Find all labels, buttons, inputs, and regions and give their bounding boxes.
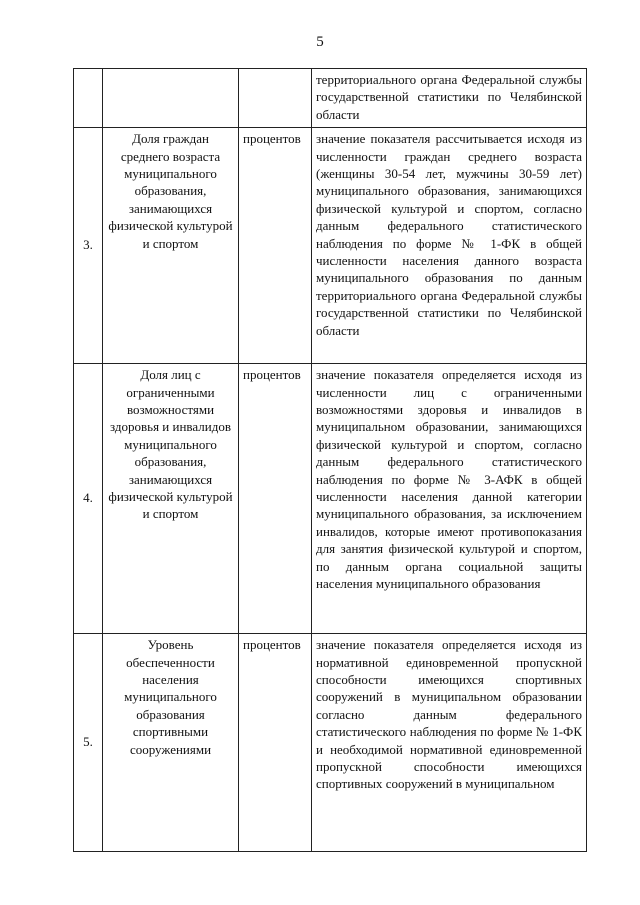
row-number-cell [74, 69, 103, 128]
row-number-cell: 5. [74, 634, 103, 852]
row-number-cell: 4. [74, 364, 103, 634]
indicator-name-cell: Доля лиц с ограниченными возможностями здоровья и инвалидов муниципального образования, занимающихся физической культурой и спортом [103, 364, 239, 634]
table-row [74, 364, 587, 634]
calculation-method-cell [312, 364, 587, 634]
calculation-method-text: значение показателя рассчитывается исходя из численности граждан среднего возраста (женщины 30-54 лет, мужчины 30-59 лет) муниципального образования, занимающихся физической культурой и спортом, согласно данным федерального статистического наблюдения по форме № 1-ФК в общей численности населения данного возраста муниципального образования по данным территориального органа Федеральной службы государственной статистики по Челябинской области [316, 131, 582, 338]
unit-cell [239, 69, 312, 128]
calculation-method-cell [312, 69, 587, 128]
table-row [74, 69, 587, 128]
indicator-name-cell: Доля граждан среднего возраста муниципального образования, занимающихся физической культурой и спортом [103, 128, 239, 364]
indicator-name-cell [103, 69, 239, 128]
calculation-method-cell [312, 128, 587, 364]
unit-cell: процентов [239, 364, 312, 634]
table-row [74, 128, 587, 364]
calculation-method-text: значение показателя определяется исходя из численности лиц с ограниченными возможностями здоровья и инвалидов в муниципальном образовании, занимающихся физической культурой и спортом, согласно данным федерального статистического наблюдения по форме № 3-АФК в общей численности населения данной категории муниципального образования, за исключением инвалидов, которые имеют противопоказания для занятия физической культурой и спортом, по данным органа социальной защиты населения муниципального образования [316, 367, 582, 592]
calculation-method-text: значение показателя определяется исходя из нормативной единовременной пропускной способности имеющихся спортивных сооружений в муниципальном образовании согласно данным федерального статистического наблюдения по форме № 1-ФК и необходимой нормативной единовременной пропускной способности имеющихся спортивных сооружений в муниципальном [316, 637, 582, 792]
row-number-cell: 3. [74, 128, 103, 364]
calculation-method-cell [312, 634, 587, 852]
indicator-name-cell: Уровень обеспеченности населения муниципального образования спортивными сооружениями [103, 634, 239, 852]
unit-cell: процентов [239, 634, 312, 852]
page-number: 5 [316, 34, 324, 50]
calculation-method-text: территориального органа Федеральной службы государственной статистики по Челябинской области [316, 72, 582, 122]
indicators-table [73, 68, 587, 852]
table-row [74, 634, 587, 852]
unit-cell: процентов [239, 128, 312, 364]
